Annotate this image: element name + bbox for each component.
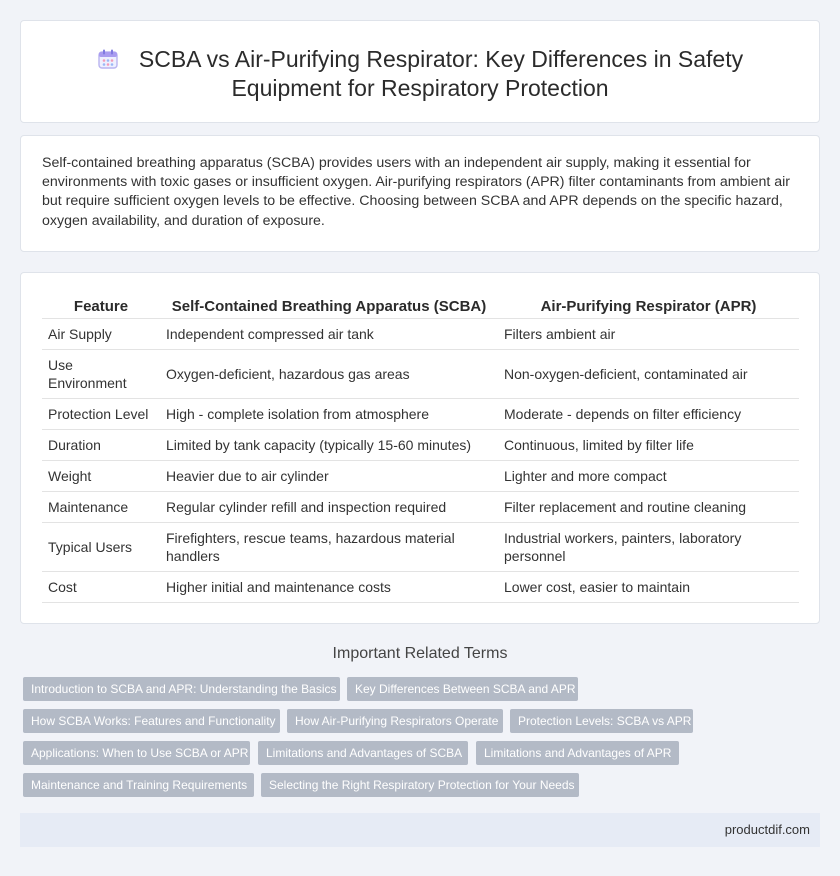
footer [20, 813, 820, 847]
feature-cell: Air Supply [42, 319, 160, 350]
related-tag[interactable]: Limitations and Advantages of APR [476, 741, 679, 765]
table-row [42, 430, 799, 461]
scba-cell: High - complete isolation from atmosphere [160, 399, 498, 430]
feature-cell: Cost [42, 572, 160, 603]
related-terms-heading: Important Related Terms [332, 645, 508, 662]
feature-cell: Duration [42, 430, 160, 461]
apr-cell: Continuous, limited by filter life [498, 430, 799, 461]
feature-cell: Use Environment [42, 350, 160, 399]
table-header-row [42, 294, 799, 319]
header-apr: Air-Purifying Respirator (APR) [498, 294, 799, 319]
comparison-table [42, 294, 799, 603]
apr-cell: Filter replacement and routine cleaning [498, 492, 799, 523]
title-line-2: Equipment for Respiratory Protection [231, 75, 609, 101]
apr-cell: Non-oxygen-deficient, contaminated air [498, 350, 799, 399]
page-title [21, 45, 819, 103]
table-row [42, 461, 799, 492]
scba-cell: Independent compressed air tank [160, 319, 498, 350]
table-row [42, 523, 799, 572]
comparison-table-card [20, 272, 820, 624]
apr-cell: Industrial workers, painters, laboratory personnel [498, 523, 799, 572]
header-card [20, 20, 820, 123]
scba-cell: Firefighters, rescue teams, hazardous material handlers [160, 523, 498, 572]
scba-cell: Limited by tank capacity (typically 15-60 minutes) [160, 430, 498, 461]
related-tag[interactable]: Selecting the Right Respiratory Protection for Your Needs [261, 773, 579, 797]
feature-cell: Protection Level [42, 399, 160, 430]
related-tag[interactable]: Key Differences Between SCBA and APR [347, 677, 578, 701]
related-tag[interactable]: Introduction to SCBA and APR: Understanding the Basics [23, 677, 340, 701]
apr-cell: Lighter and more compact [498, 461, 799, 492]
scba-cell: Heavier due to air cylinder [160, 461, 498, 492]
apr-cell: Lower cost, easier to maintain [498, 572, 799, 603]
related-tag[interactable]: Maintenance and Training Requirements [23, 773, 254, 797]
scba-cell: Regular cylinder refill and inspection required [160, 492, 498, 523]
intro-card [20, 135, 820, 252]
footer-site-link[interactable]: productdif.com [724, 822, 810, 837]
apr-cell: Filters ambient air [498, 319, 799, 350]
related-tag[interactable]: Applications: When to Use SCBA or APR [23, 741, 250, 765]
intro-paragraph: Self-contained breathing apparatus (SCBA) provides users with an independent air supply, making it essential for environments with toxic gases or insufficient oxygen. Air-purifying respirators (APR) filter contaminants from ambient air but require sufficient oxygen levels to be effective. Choosing between SCBA and APR depends on the specific hazard, oxygen availability, and duration of exposure. [42, 155, 791, 229]
header-scba: Self-Contained Breathing Apparatus (SCBA) [160, 294, 498, 319]
header-feature: Feature [42, 294, 160, 319]
feature-cell: Typical Users [42, 523, 160, 572]
scba-cell: Oxygen-deficient, hazardous gas areas [160, 350, 498, 399]
feature-cell: Maintenance [42, 492, 160, 523]
feature-cell: Weight [42, 461, 160, 492]
related-tag[interactable]: Protection Levels: SCBA vs APR [510, 709, 693, 733]
related-tag[interactable]: How Air-Purifying Respirators Operate [287, 709, 503, 733]
title-line-1: SCBA vs Air-Purifying Respirator: Key Differences in Safety [138, 46, 744, 72]
scba-cell: Higher initial and maintenance costs [160, 572, 498, 603]
related-tag[interactable]: Limitations and Advantages of SCBA [258, 741, 468, 765]
related-tag[interactable]: How SCBA Works: Features and Functionality [23, 709, 280, 733]
table-row [42, 350, 799, 399]
table-row [42, 399, 799, 430]
table-row [42, 319, 799, 350]
table-row [42, 572, 799, 603]
apr-cell: Moderate - depends on filter efficiency [498, 399, 799, 430]
table-row [42, 492, 799, 523]
calendar-icon [97, 48, 119, 70]
